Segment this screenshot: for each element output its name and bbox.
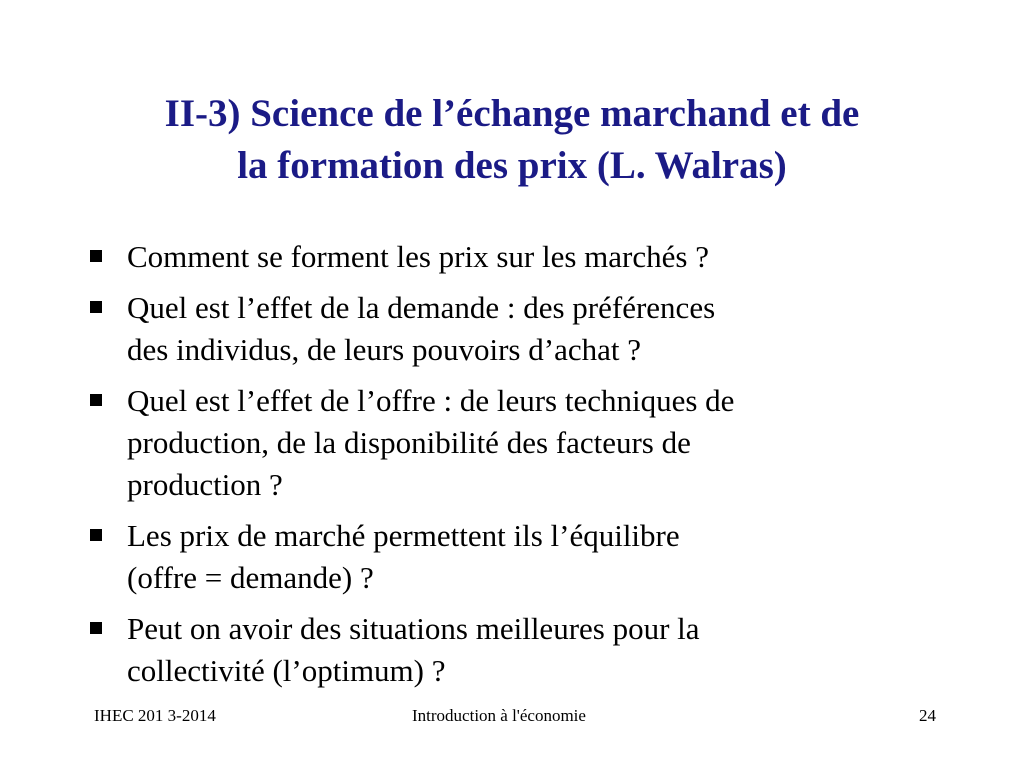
bullet-item xyxy=(90,608,930,692)
bullet-item xyxy=(90,515,930,599)
square-bullet-icon xyxy=(90,622,102,634)
square-bullet-icon xyxy=(90,394,102,406)
bullet-item xyxy=(90,380,930,506)
footer-course-code: IHEC 201 3-2014 xyxy=(94,706,216,725)
bullet-list xyxy=(90,236,930,701)
bullet-text-line: (offre = demande) ? xyxy=(127,560,374,595)
bullet-item xyxy=(90,287,930,371)
bullet-text-line: production, de la disponibilité des facteurs de xyxy=(127,425,691,460)
square-bullet-icon xyxy=(90,250,102,262)
slide-title xyxy=(60,88,964,192)
bullet-text-line: Les prix de marché permettent ils l’équilibre xyxy=(127,518,680,553)
bullet-text-line: Peut on avoir des situations meilleures pour la xyxy=(127,611,700,646)
slide-title-line-1: II-3) Science de l’échange marchand et de xyxy=(164,92,860,135)
square-bullet-icon xyxy=(90,529,102,541)
bullet-item xyxy=(90,236,930,278)
bullet-text-line: Quel est l’effet de la demande : des préférences xyxy=(127,290,716,325)
bullet-text-line: collectivité (l’optimum) ? xyxy=(127,653,446,688)
slide-title-line-2: la formation des prix (L. Walras) xyxy=(237,144,787,187)
square-bullet-icon xyxy=(90,301,102,313)
footer-course-title: Introduction à l'économie xyxy=(412,706,586,725)
bullet-text-line: des individus, de leurs pouvoirs d’achat ? xyxy=(127,332,641,367)
slide-number: 24 xyxy=(919,706,936,725)
bullet-text-line: Quel est l’effet de l’offre : de leurs techniques de xyxy=(127,383,735,418)
bullet-text-line: Comment se forment les prix sur les marchés ? xyxy=(127,239,709,274)
bullet-text-line: production ? xyxy=(127,467,283,502)
